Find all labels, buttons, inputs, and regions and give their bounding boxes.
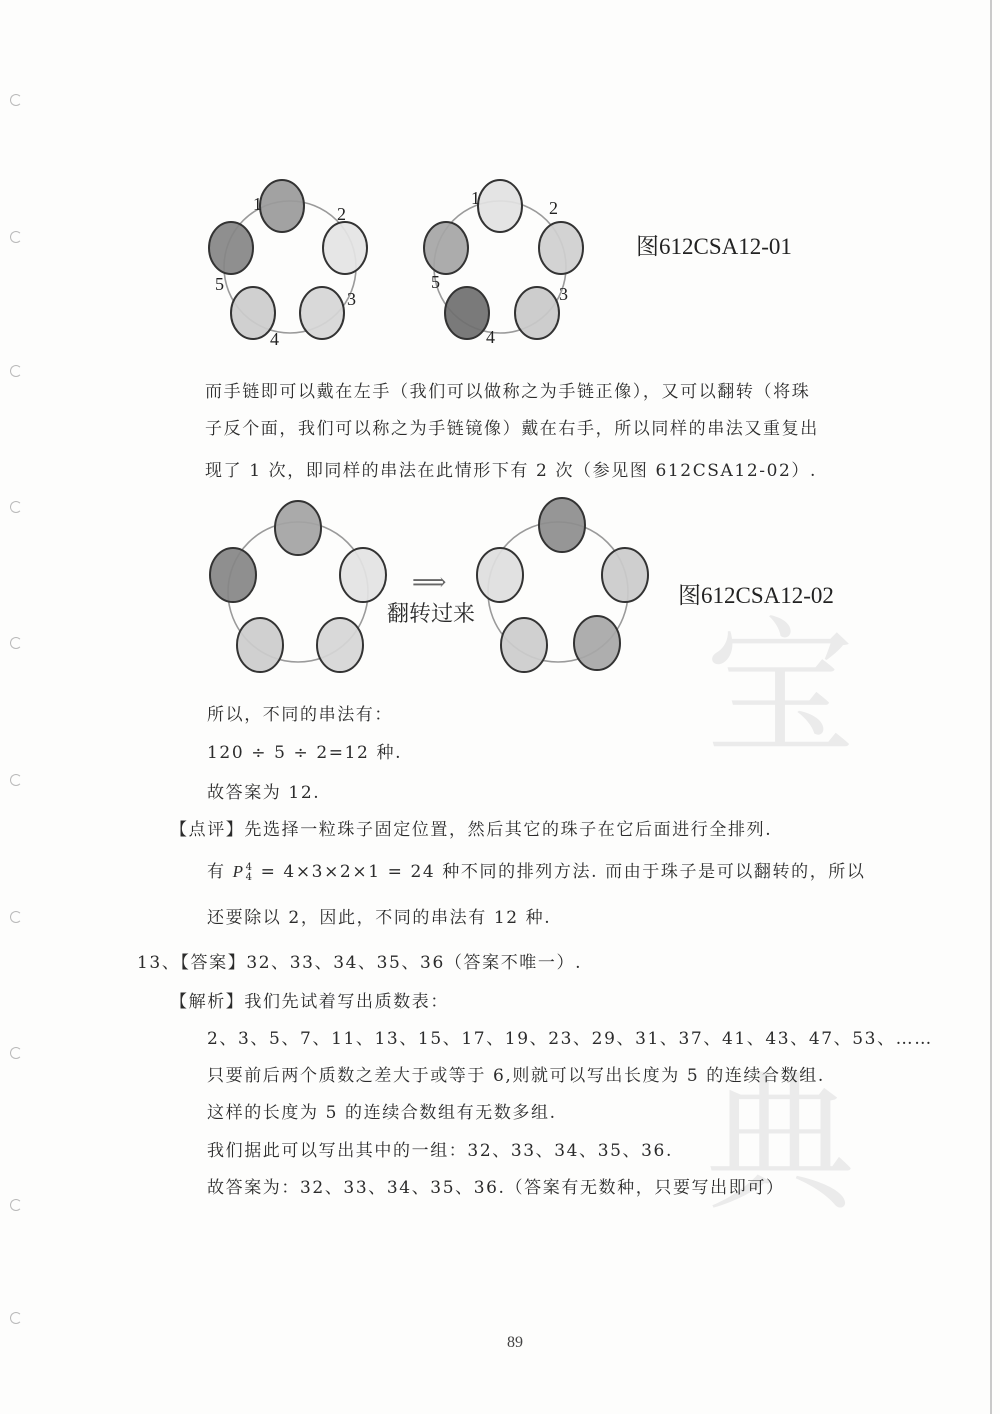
- permutation-sup: 4: [245, 861, 254, 873]
- svg-text:1: 1: [471, 188, 480, 208]
- figure-2-caption: 图612CSA12-02: [678, 583, 834, 608]
- bead: [237, 618, 283, 672]
- bead: [477, 548, 523, 602]
- binding-hole: [10, 501, 22, 513]
- bead: [539, 222, 583, 274]
- bead: [424, 222, 468, 274]
- paragraph-line: 子反个面，我们可以称之为手链镜像）戴在右手，所以同样的串法又重复出: [205, 419, 819, 439]
- bracelet-right: [424, 180, 583, 339]
- text: 有: [207, 862, 233, 882]
- binding-hole: [10, 1312, 22, 1324]
- answer-line: 故答案为 12.: [207, 783, 321, 803]
- q13-line: 只要前后两个质数之差大于或等于 6,则就可以写出长度为 5 的连续合数组.: [207, 1066, 825, 1086]
- svg-text:2: 2: [337, 204, 346, 224]
- comment-line: 还要除以 2，因此，不同的串法有 12 种.: [207, 908, 552, 928]
- bead: [501, 618, 547, 672]
- watermark-char: 宝: [705, 603, 856, 777]
- bead: [209, 222, 253, 274]
- text: = 4×3×2×1 = 24 种不同的排列方法. 而由于珠子是可以翻转的，所以: [253, 862, 866, 882]
- bead: [210, 548, 256, 602]
- svg-text:4: 4: [270, 329, 279, 349]
- calc-line: 120 ÷ 5 ÷ 2=12 种.: [207, 743, 403, 763]
- bead: [478, 180, 522, 232]
- permutation-symbol: P: [232, 862, 245, 881]
- bracelet-before-flip: [210, 501, 386, 672]
- bead: [260, 180, 304, 232]
- binding-hole: [10, 911, 22, 923]
- binding-hole: [10, 365, 22, 377]
- bead: [275, 501, 321, 555]
- q13-line: 故答案为：32、33、34、35、36.（答案有无数种，只要写出即可）: [207, 1178, 785, 1198]
- comment-formula-line: [207, 857, 866, 883]
- binding-hole: [10, 774, 22, 786]
- q13-analysis-heading: 【解析】我们先试着写出质数表：: [170, 992, 449, 1012]
- svg-text:1: 1: [253, 194, 262, 214]
- bead: [574, 616, 620, 670]
- page-number: 89: [507, 1334, 523, 1351]
- so-line: 所以，不同的串法有：: [207, 705, 393, 725]
- bead: [340, 548, 386, 602]
- figure-1-caption: 图612CSA12-01: [636, 234, 792, 259]
- bead: [602, 548, 648, 602]
- bead: [445, 287, 489, 339]
- paragraph-line: 而手链即可以戴在左手（我们可以做称之为手链正像），又可以翻转（将珠: [205, 382, 811, 402]
- binding-hole: [10, 637, 22, 649]
- bead: [317, 618, 363, 672]
- q13-primes-line: 2、3、5、7、11、13、15、17、19、23、29、31、37、41、43、47、53、……: [207, 1029, 933, 1049]
- bead: [323, 222, 367, 274]
- binding-hole: [10, 1199, 22, 1211]
- q13-line: 这样的长度为 5 的连续合数组有无数多组.: [207, 1103, 557, 1123]
- flip-label: 翻转过来: [387, 602, 476, 627]
- figure-1-bracelets: [195, 170, 595, 360]
- comment-line: 【点评】先选择一粒珠子固定位置，然后其它的珠子在它后面进行全排列.: [170, 820, 773, 840]
- q13-answer-line: 13、【答案】32、33、34、35、36（答案不唯一）.: [137, 953, 583, 973]
- svg-text:3: 3: [559, 284, 568, 304]
- binding-hole: [10, 94, 22, 106]
- binding-hole: [10, 1047, 22, 1059]
- permutation-sub: 4: [245, 871, 254, 883]
- svg-text:2: 2: [549, 198, 558, 218]
- q13-line: 我们据此可以写出其中的一组：32、33、34、35、36.: [207, 1141, 673, 1161]
- watermark-char: 典: [705, 1058, 856, 1232]
- bead: [539, 498, 585, 552]
- svg-text:5: 5: [215, 274, 224, 294]
- bead: [515, 287, 559, 339]
- bracelet-after-flip: [477, 498, 648, 672]
- page-edge-line: [990, 0, 992, 1414]
- binding-hole: [10, 231, 22, 243]
- svg-text:5: 5: [431, 272, 440, 292]
- bead: [231, 287, 275, 339]
- flip-arrow-icon: ⟹: [412, 568, 447, 596]
- svg-text:4: 4: [486, 327, 495, 347]
- paragraph-line: 现了 1 次，即同样的串法在此情形下有 2 次（参见图 612CSA12-02）.: [205, 461, 818, 481]
- svg-text:3: 3: [347, 289, 356, 309]
- bead: [300, 287, 344, 339]
